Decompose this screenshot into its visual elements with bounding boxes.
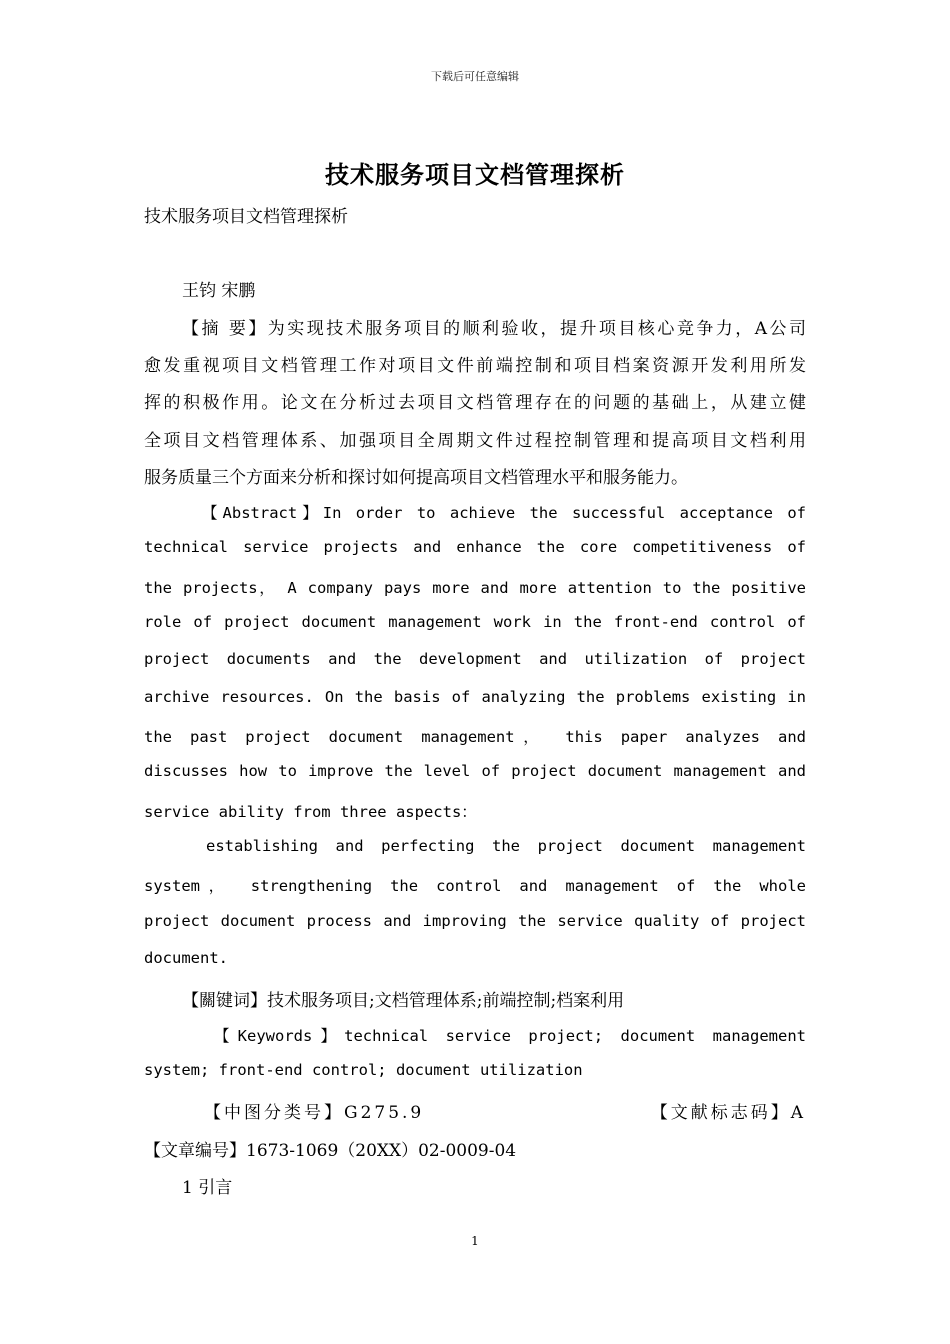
document-code: 【文献标志码】A — [650, 1103, 806, 1123]
section-heading: 1 引言 — [182, 1178, 233, 1198]
clc-number: 【中图分类号】G275.9 — [204, 1103, 425, 1123]
abstract-cn-line: 服务质量三个方面来分析和探讨如何提高项目文档管理水平和服务能力。 — [144, 468, 688, 488]
page-number: 1 — [471, 1234, 479, 1248]
article-number: 【文章编号】1673-1069（20XX）02-0009-04 — [144, 1141, 517, 1161]
abstract-en-line: document. — [144, 949, 228, 967]
abstract-en-line: technical service projects and enhance the core competitiveness of — [144, 538, 806, 556]
page-header-note: 下载后可任意编辑 — [431, 70, 519, 83]
document-subtitle: 技术服务项目文档管理探析 — [144, 207, 348, 227]
abstract-en-line: the past project document management， this paper analyzes and — [144, 728, 806, 746]
abstract-en-line: the projects， A company pays more and more attention to the positive — [144, 579, 806, 597]
keywords-en-line: system; front-end control; document utilization — [144, 1061, 583, 1079]
document-title: 技术服务项目文档管理探析 — [325, 160, 625, 189]
document-body — [144, 0, 806, 1344]
abstract-en-line: system， strengthening the control and management of the whole — [144, 877, 806, 895]
abstract-en-line: discusses how to improve the level of project document management and — [144, 762, 806, 780]
abstract-en-line: establishing and perfecting the project document management — [206, 837, 806, 855]
abstract-cn-line: 愈发重视项目文档管理工作对项目文件前端控制和项目档案资源开发利用所发 — [144, 356, 806, 376]
abstract-en-line: project document process and improving the service quality of project — [144, 912, 806, 930]
abstract-cn-line: 挥的积极作用。论文在分析过去项目文档管理存在的问题的基础上，从建立健 — [144, 393, 806, 413]
keywords-cn: 【關键词】技术服务项目;文档管理体系;前端控制;档案利用 — [182, 991, 625, 1011]
abstract-en-line: 【Abstract】In order to achieve the successful acceptance of — [202, 504, 806, 522]
keywords-en-line: 【Keywords】technical service project; document management — [214, 1027, 806, 1045]
abstract-cn-line: 【摘 要】为实现技术服务项目的顺利验收，提升项目核心竞争力，A公司 — [182, 319, 806, 339]
abstract-cn-line: 全项目文档管理体系、加强项目全周期文件过程控制管理和提高项目文档利用 — [144, 431, 806, 451]
abstract-en-line: role of project document management work in the front-end control of — [144, 613, 806, 631]
abstract-en-line: project documents and the development and utilization of project — [144, 650, 806, 668]
abstract-en-line: service ability from three aspects： — [144, 803, 477, 821]
authors: 王钧 宋鹏 — [182, 281, 256, 301]
abstract-en-line: archive resources. On the basis of analyzing the problems existing in — [144, 688, 806, 706]
